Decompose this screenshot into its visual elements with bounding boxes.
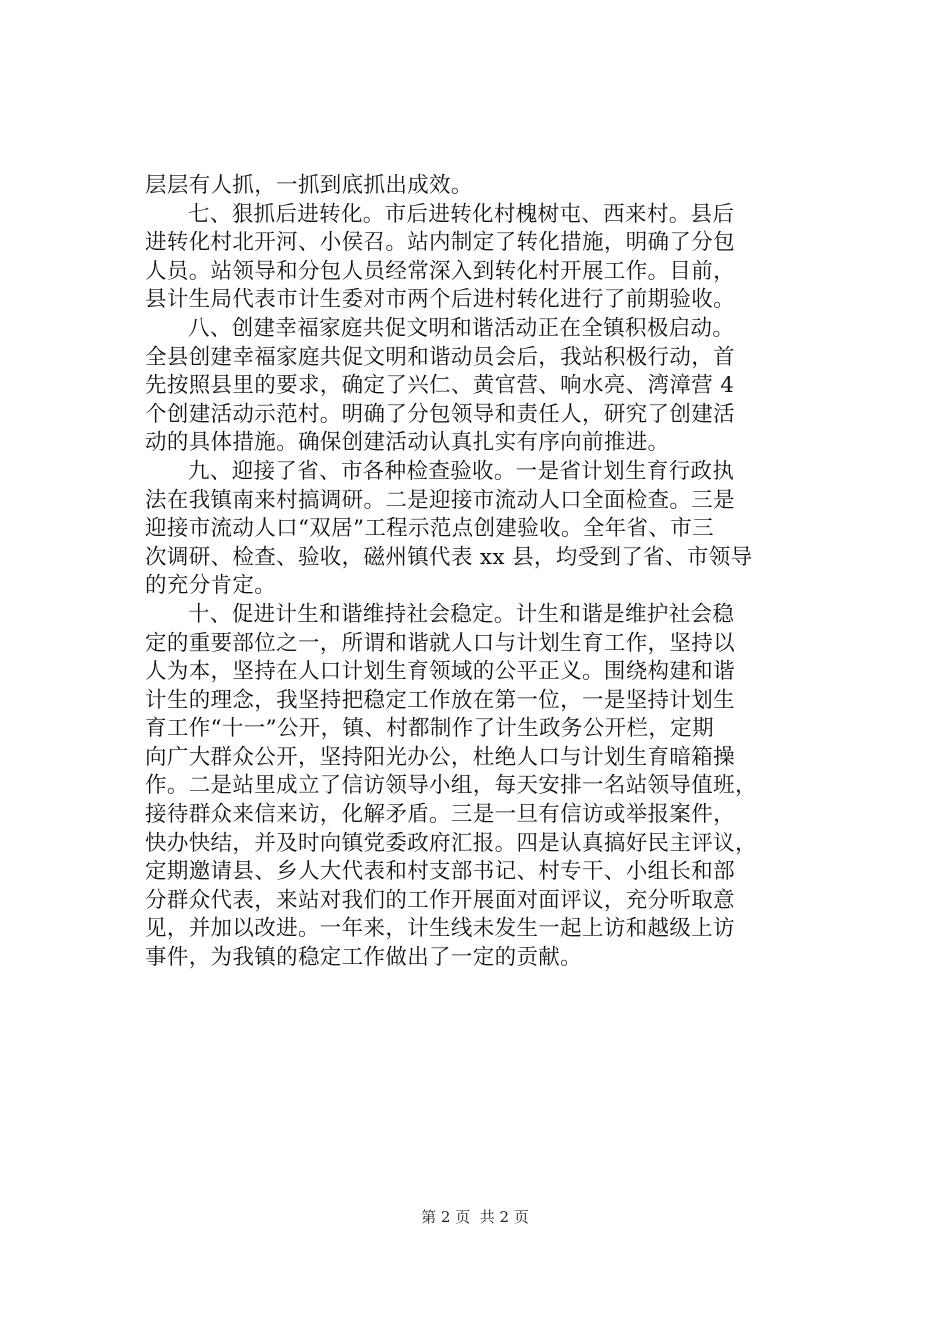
text-line: 十、促进计生和谐维持社会稳定。计生和谐是维护社会稳: [188, 601, 735, 627]
page-number-label: 第 2 页 共 2 页: [421, 1208, 529, 1226]
text-line: 定期邀请县、乡人大代表和村支部书记、村专干、小组长和部: [145, 859, 735, 885]
text-line: 次调研、检查、验收，磁州镇代表 xx 县，均受到了省、市领导: [145, 544, 753, 570]
text-line: 九、迎接了省、市各种检查验收。一是省计划生育行政执: [188, 458, 735, 484]
text-line: 县计生局代表市计生委对市两个后进村转化进行了前期验收。: [145, 287, 735, 313]
text-line: 人员。站领导和分包人员经常深入到转化村开展工作。目前，: [145, 258, 735, 284]
text-line: 分群众代表，来站对我们的工作开展面对面评议，充分听取意: [145, 887, 735, 913]
page-footer: [0, 1207, 950, 1227]
text-line: 动的具体措施。确保创建活动认真扎实有序向前推进。: [145, 430, 670, 456]
text-line: 定的重要部位之一，所谓和谐就人口与计划生育工作，坚持以: [145, 630, 735, 656]
text-line: 快办快结，并及时向镇党委政府汇报。四是认真搞好民主评议，: [145, 830, 757, 856]
text-line: 个创建活动示范村。明确了分包领导和责任人，研究了创建活: [145, 401, 735, 427]
text-line: 事件，为我镇的稳定工作做出了一定的贡献。: [145, 945, 583, 971]
text-line: 向广大群众公开，坚持阳光办公，杜绝人口与计划生育暗箱操: [145, 744, 735, 770]
text-line: 层层有人抓，一抓到底抓出成效。: [145, 173, 473, 198]
text-line: 全县创建幸福家庭共促文明和谐动员会后，我站积极行动，首: [145, 344, 735, 370]
text-line: 的充分肯定。: [145, 573, 277, 599]
text-line: 育工作“十一”公开，镇、村都制作了计生政务公开栏，定期: [145, 716, 714, 742]
text-line: 八、创建幸福家庭共促文明和谐活动正在全镇积极启动。: [188, 315, 735, 341]
document-body: [145, 172, 813, 973]
text-line: 人为本，坚持在人口计划生育领域的公平正义。围绕构建和谐: [145, 659, 735, 685]
text-line: 见，并加以改进。一年来，计生线未发生一起上访和越级上访: [145, 916, 735, 942]
text-line: 进转化村北开河、小侯召。站内制定了转化措施，明确了分包: [145, 230, 735, 256]
text-line: 作。二是站里成立了信访领导小组，每天安排一名站领导值班，: [145, 773, 757, 799]
text-line: 先按照县里的要求，确定了兴仁、黄官营、响水亮、湾漳营 4: [145, 373, 735, 399]
text-line: 法在我镇南来村搞调研。二是迎接市流动人口全面检查。三是: [145, 487, 735, 513]
text-line: 迎接市流动人口“双居”工程示范点创建验收。全年省、市三: [145, 516, 714, 542]
text-line: 接待群众来信来访，化解矛盾。三是一旦有信访或举报案件，: [145, 802, 735, 828]
text-line: 七、狠抓后进转化。市后进转化村槐树屯、西来村。县后: [188, 201, 735, 227]
text-line: 计生的理念，我坚持把稳定工作放在第一位，一是坚持计划生: [145, 687, 735, 713]
